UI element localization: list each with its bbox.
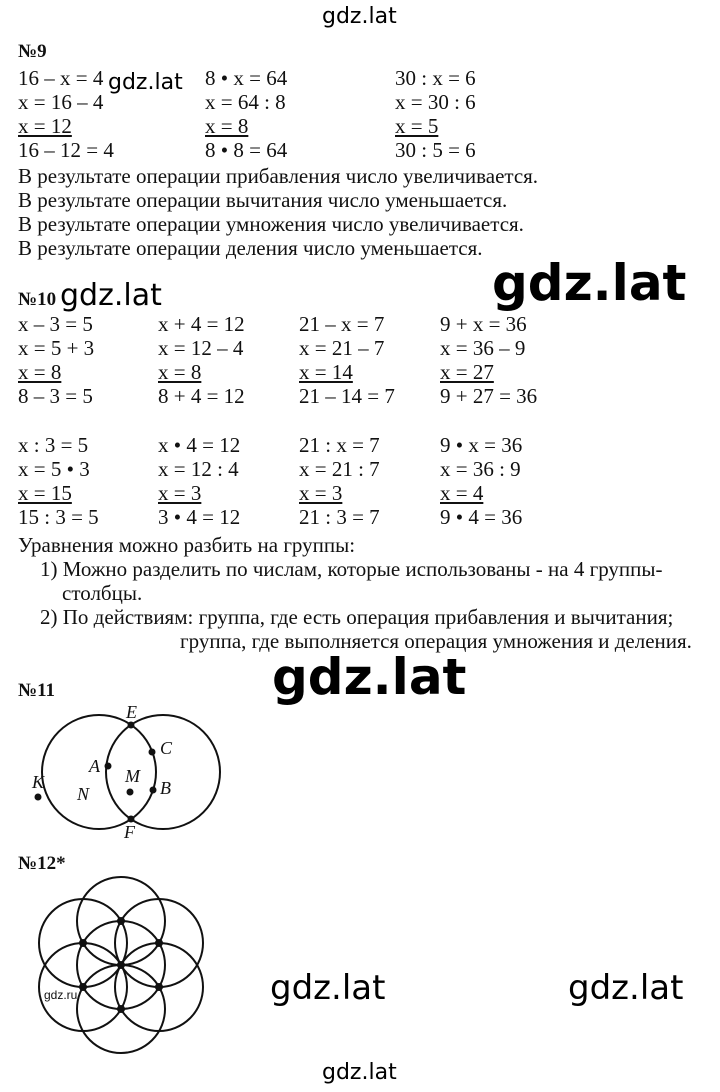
exercise-9-title: №9: [18, 41, 47, 62]
check: 30 : 5 = 6: [395, 138, 476, 162]
group-item-2: 2) По действиям: группа, где есть операция прибавления и вычитания;: [40, 605, 674, 629]
label-N: N: [77, 784, 90, 804]
equation: x = 16 – 4: [18, 90, 104, 114]
right-circle: [106, 715, 220, 829]
groups-title: Уравнения можно разбить на группы:: [18, 533, 356, 557]
answer: x = 27: [440, 360, 494, 384]
label-C: C: [160, 738, 173, 758]
check: 8 • 8 = 64: [205, 138, 288, 162]
point-K: [35, 794, 42, 801]
label-A: A: [89, 756, 100, 776]
answer: x = 14: [299, 360, 353, 384]
equation: 16 – x = 4: [18, 66, 104, 90]
answer: x = 3: [158, 481, 202, 505]
answer: x = 5: [395, 114, 439, 138]
equation: x = 36 : 9: [440, 457, 521, 481]
equation: 9 • x = 36: [440, 433, 523, 457]
answer: x = 3: [299, 481, 343, 505]
equation: x = 5 + 3: [18, 336, 95, 360]
answer: x = 4: [440, 481, 484, 505]
equation: x + 4 = 12: [158, 312, 245, 336]
check: 8 + 4 = 12: [158, 384, 245, 408]
label-E: E: [126, 702, 137, 722]
equation: x = 36 – 9: [440, 336, 526, 360]
watermark-inline: gdz.lat: [108, 70, 183, 95]
group-item-2-cont: группа, где выполняется операция умножения и деления.: [180, 629, 692, 653]
equation: x – 3 = 5: [18, 312, 93, 336]
check: 21 – 14 = 7: [299, 384, 395, 408]
equation: x = 12 : 4: [158, 457, 239, 481]
small-mark: gdz.ru: [44, 988, 78, 1002]
watermark-bottom-right: gdz.lat: [568, 968, 684, 1008]
conclusion-line: В результате операции вычитания число уменьшается.: [18, 188, 508, 212]
group-item-1-cont: столбцы.: [62, 581, 143, 605]
equation: 8 • x = 64: [205, 66, 288, 90]
answer: x = 15: [18, 481, 72, 505]
equation: 9 + x = 36: [440, 312, 527, 336]
point-B: [150, 787, 157, 794]
watermark-bottom-left: gdz.lat: [270, 968, 386, 1008]
watermark-big: gdz.lat: [492, 254, 687, 312]
conclusion-line: В результате операции умножения число увеличивается.: [18, 212, 524, 236]
exercise-11-title: №11: [18, 680, 56, 701]
point-M: [127, 789, 134, 796]
exercise-10-title: №10: [18, 289, 57, 310]
answer: x = 8: [205, 114, 249, 138]
equation: 30 : x = 6: [395, 66, 476, 90]
point-E: [128, 722, 135, 729]
label-K: K: [32, 772, 45, 792]
label-M: M: [125, 766, 140, 786]
conclusion-line: В результате операции деления число уменьшается.: [18, 236, 483, 260]
check: 8 – 3 = 5: [18, 384, 93, 408]
watermark-top: gdz.lat: [322, 4, 397, 29]
answer: x = 12: [18, 114, 72, 138]
conclusion-line: В результате операции прибавления число увеличивается.: [18, 164, 539, 188]
equation: x = 21 – 7: [299, 336, 385, 360]
equation: x = 21 : 7: [299, 457, 380, 481]
equation: 21 – x = 7: [299, 312, 385, 336]
check: 9 + 27 = 36: [440, 384, 538, 408]
check: 3 • 4 = 12: [158, 505, 241, 529]
check: 21 : 3 = 7: [299, 505, 380, 529]
equation: x = 12 – 4: [158, 336, 244, 360]
label-B: B: [160, 778, 171, 798]
equation: x = 5 • 3: [18, 457, 90, 481]
answer: x = 8: [18, 360, 62, 384]
equation: 21 : x = 7: [299, 433, 380, 457]
equation: x • 4 = 12: [158, 433, 241, 457]
point-C: [149, 749, 156, 756]
check: 9 • 4 = 36: [440, 505, 523, 529]
point-A: [105, 763, 112, 770]
check: 16 – 12 = 4: [18, 138, 114, 162]
equation: x : 3 = 5: [18, 433, 89, 457]
answer: x = 8: [158, 360, 202, 384]
exercise-12-title: №12*: [18, 853, 66, 874]
equation: x = 64 : 8: [205, 90, 286, 114]
label-F: F: [124, 822, 135, 842]
watermark-big: gdz.lat: [272, 648, 467, 706]
equation: x = 30 : 6: [395, 90, 476, 114]
group-item-1: 1) Можно разделить по числам, которые использованы - на 4 группы-: [40, 557, 663, 581]
watermark-inline: gdz.lat: [60, 278, 162, 313]
check: 15 : 3 = 5: [18, 505, 99, 529]
watermark-bottom: gdz.lat: [322, 1060, 397, 1085]
